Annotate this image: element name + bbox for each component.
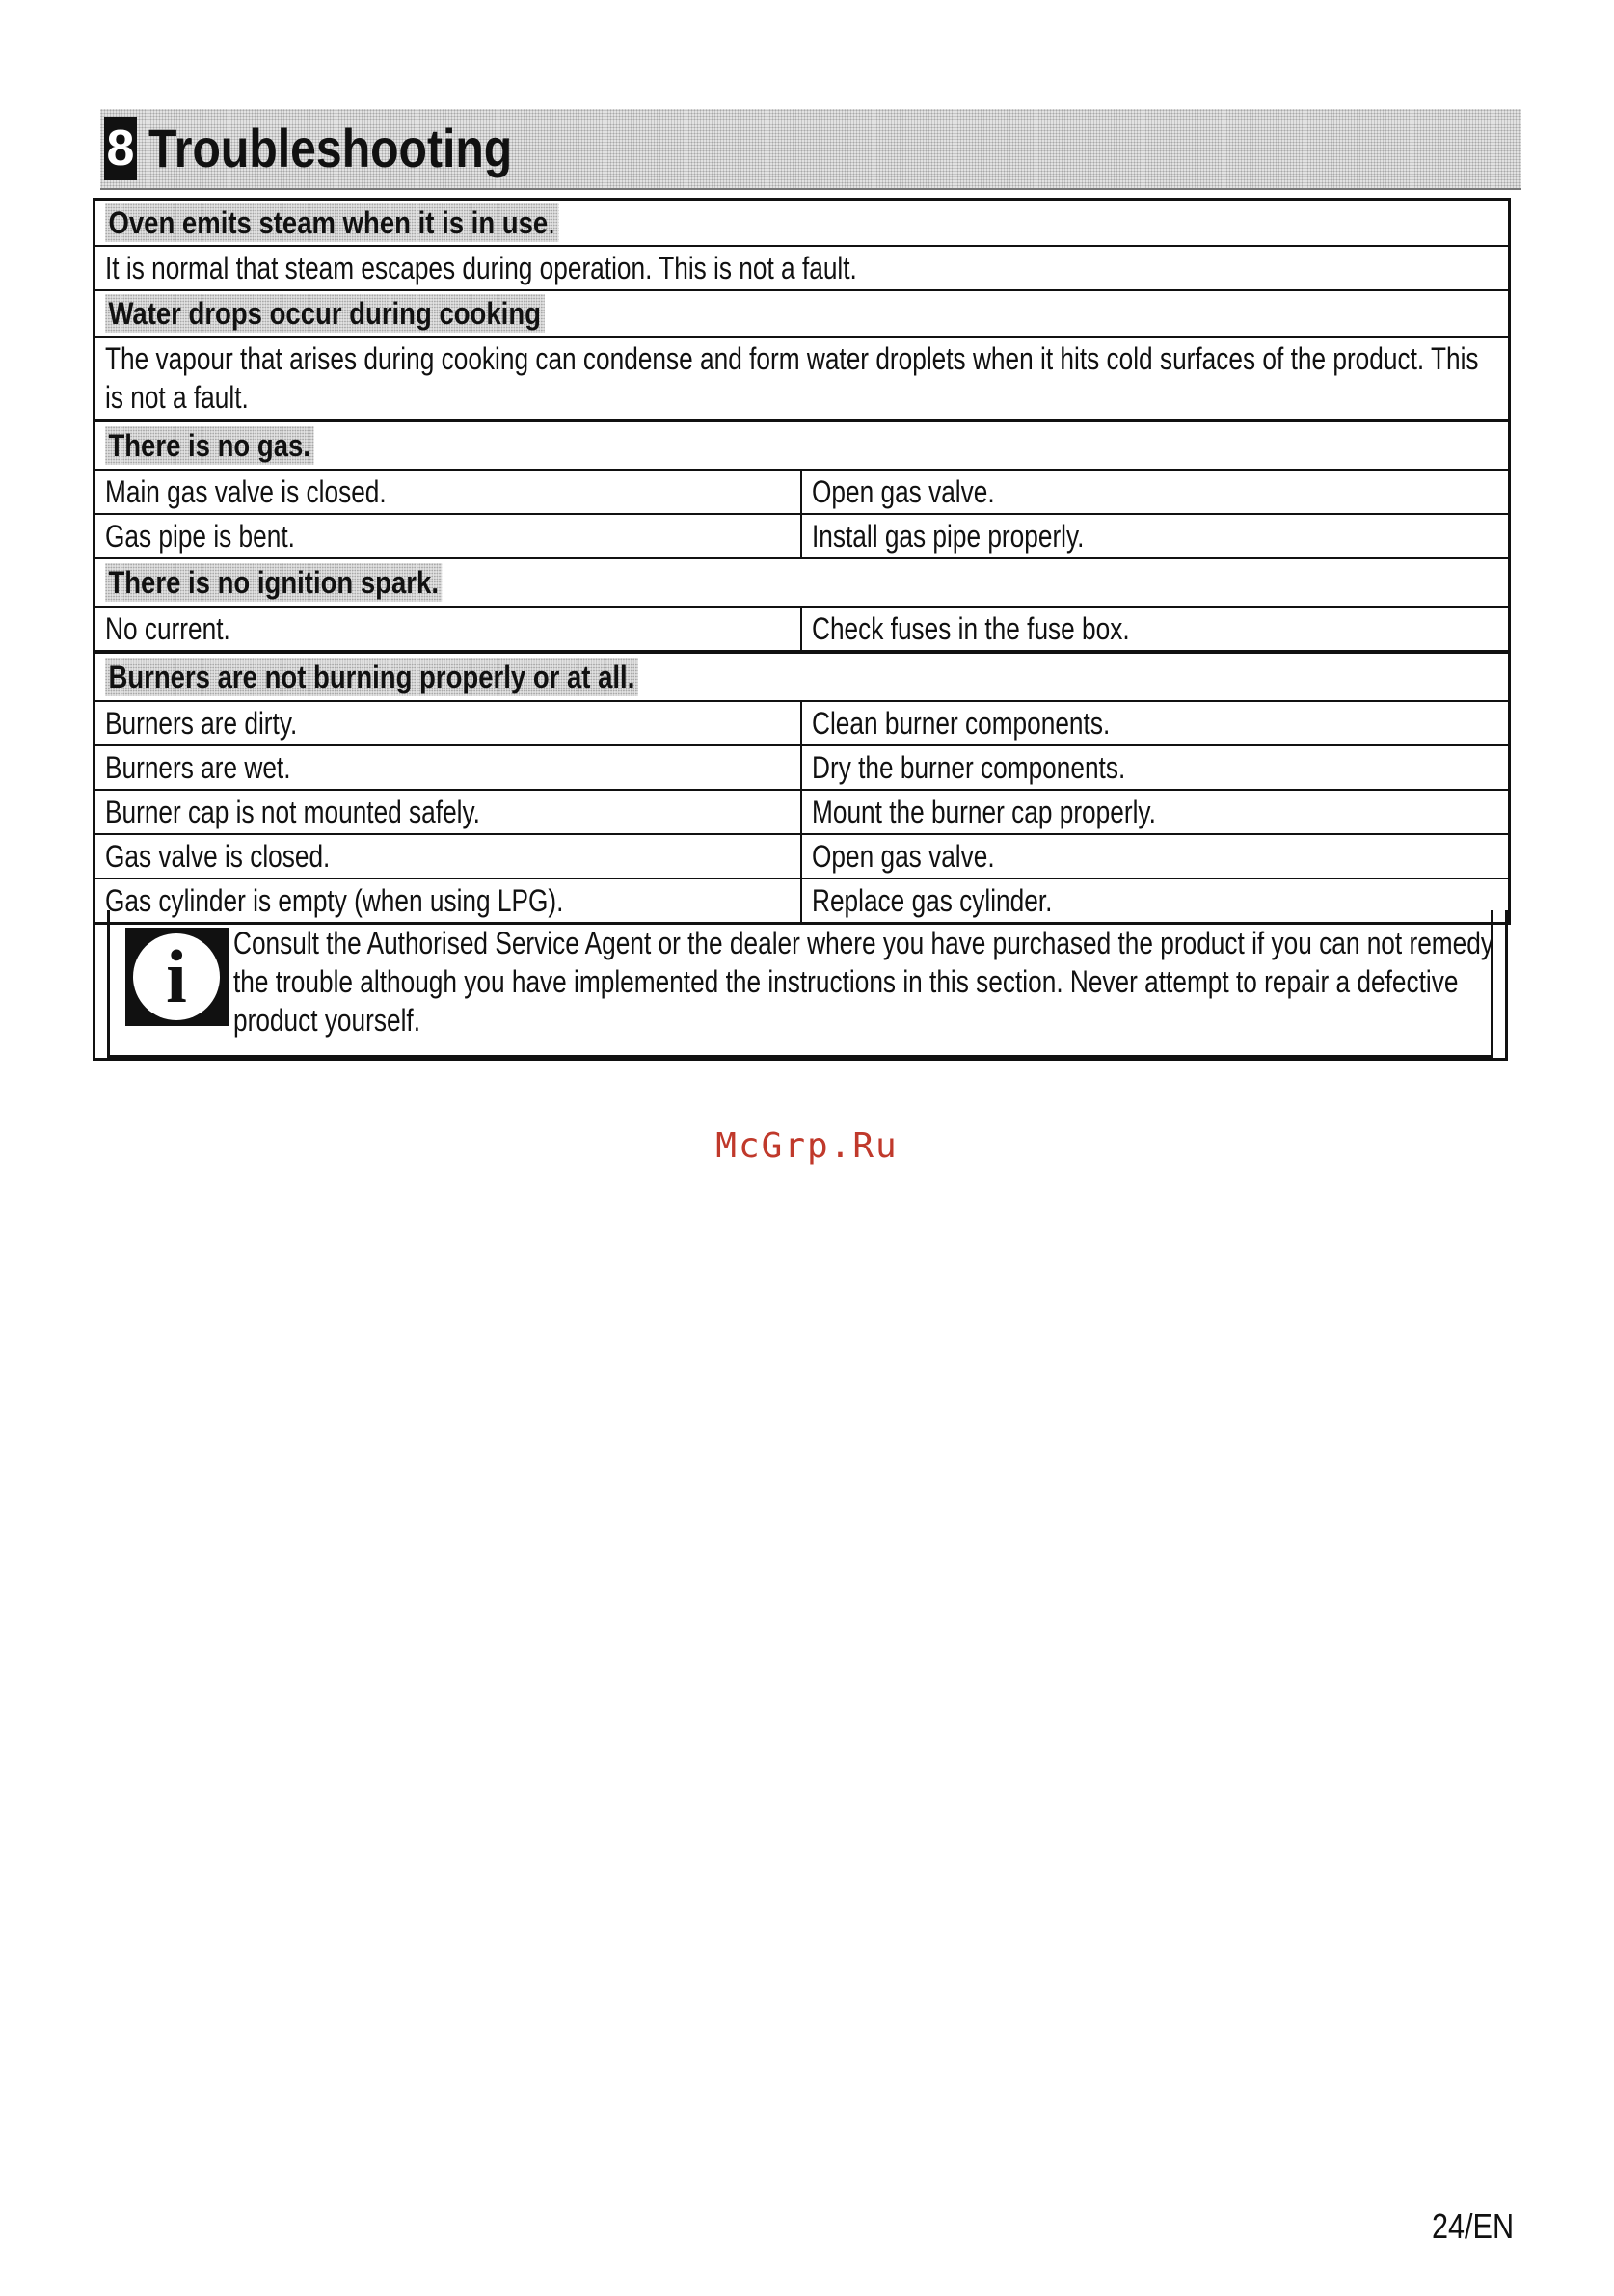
table-row <box>94 701 1510 745</box>
remedy-cell: Dry the burner components. <box>801 745 1510 790</box>
cause-cell: Burners are dirty. <box>94 701 801 745</box>
section-heading: Water drops occur during cooking <box>105 294 544 333</box>
description-cell: It is normal that steam escapes during operation. This is not a fault. <box>94 246 1510 290</box>
remedy-cell: Open gas valve. <box>801 834 1510 878</box>
troubleshooting-table <box>93 198 1511 925</box>
table-row <box>94 558 1510 607</box>
header-rule <box>100 188 1521 190</box>
cause-cell: No current. <box>94 607 801 652</box>
cause-cell: Burner cap is not mounted safely. <box>94 790 801 834</box>
section-heading-cell <box>94 558 1510 607</box>
info-note <box>93 910 1508 1061</box>
cause-cell: Gas valve is closed. <box>94 834 801 878</box>
table-row <box>94 745 1510 790</box>
info-icon <box>125 928 229 1026</box>
cause-cell: Main gas valve is closed. <box>94 470 801 514</box>
table-row <box>94 834 1510 878</box>
page-number: 24/EN <box>1431 2206 1514 2246</box>
cause-cell: Gas pipe is bent. <box>94 514 801 558</box>
table-row <box>94 652 1510 701</box>
remedy-cell: Check fuses in the fuse box. <box>801 607 1510 652</box>
table-row <box>94 290 1510 337</box>
table-row <box>94 420 1510 470</box>
watermark: McGrp.Ru <box>715 1126 899 1166</box>
info-note-text: Consult the Authorised Service Agent or the dealer where you have purchased the product if you can not remedy the trouble although you have implemented the instructions in this section. Never attempt to repair a defective product yourself. <box>233 926 1493 1038</box>
page-title: Troubleshooting <box>148 118 513 178</box>
section-heading: Oven emits steam when it is in use. <box>105 203 558 242</box>
section-number: 8 <box>104 117 137 180</box>
section-heading-cell <box>94 652 1510 701</box>
remedy-cell: Open gas valve. <box>801 470 1510 514</box>
remedy-cell: Replace gas cylinder. <box>801 878 1510 924</box>
cause-cell: Burners are wet. <box>94 745 801 790</box>
section-heading-cell <box>94 420 1510 470</box>
remedy-cell: Clean burner components. <box>801 701 1510 745</box>
table-row <box>94 200 1510 247</box>
section-heading-cell <box>94 200 1510 247</box>
remedy-cell: Install gas pipe properly. <box>801 514 1510 558</box>
description-cell: The vapour that arises during cooking can condense and form water droplets when it hits cold surfaces of the product. This is not a fault. <box>94 337 1510 420</box>
table-row <box>94 337 1510 420</box>
section-heading: There is no ignition spark. <box>105 563 442 602</box>
section-heading: There is no gas. <box>105 426 313 465</box>
info-note-frame <box>107 910 1493 1058</box>
table-row <box>94 514 1510 558</box>
remedy-cell: Mount the burner cap properly. <box>801 790 1510 834</box>
section-heading: Burners are not burning properly or at all. <box>105 658 638 696</box>
cause-cell: Gas cylinder is empty (when using LPG). <box>94 878 801 924</box>
table-row <box>94 607 1510 652</box>
table-row <box>94 246 1510 290</box>
section-heading-cell <box>94 290 1510 337</box>
table-row <box>94 790 1510 834</box>
info-icon-circle: i <box>133 933 220 1020</box>
table-row <box>94 470 1510 514</box>
